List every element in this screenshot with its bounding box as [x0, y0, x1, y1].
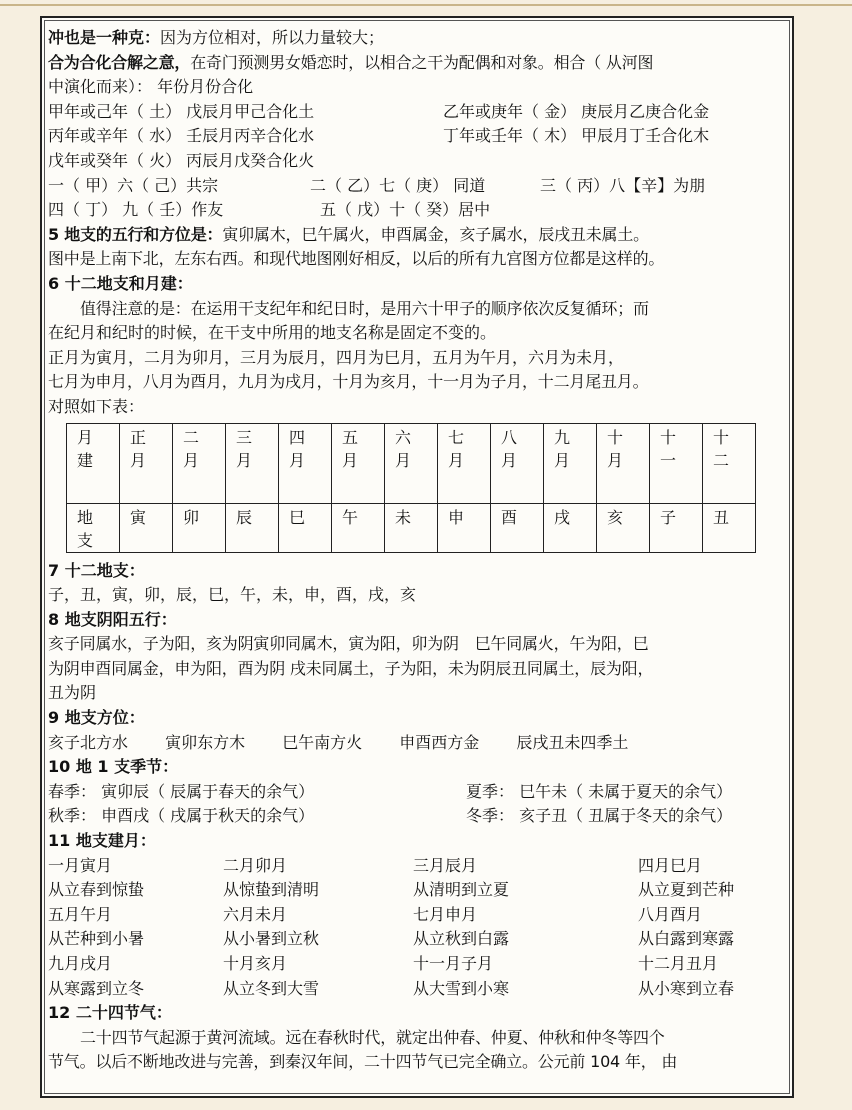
section-11-heading: 11 地支建月：	[48, 831, 156, 851]
month-row-2: 五月午月 六月未月 七月申月 八月酉月	[48, 904, 703, 924]
table-cell: 八 月	[491, 423, 544, 503]
table-cell: 地 支	[67, 503, 120, 552]
section-6-months-2: 七月为申月，八月为酉月，九月为戌月，十月为亥月，十一月为子月，十二月尾丑月。	[48, 372, 649, 392]
term-row-3: 从寒露到立冬 从立冬到大雪 从大雪到小寒 从小寒到立春	[48, 978, 735, 998]
pairs-row-1: 一（ 甲）六（ 己）共宗 二（ 乙）七（ 庚） 同道 三（ 丙）八【辛】为朋	[48, 175, 706, 195]
section-7-list: 子，丑，寅，卯，辰，巳，午，未，申，酉，戌，亥	[48, 585, 417, 605]
table-cell: 二 月	[173, 423, 226, 503]
season-row-2: 秋季： 申酉戌（ 戌属于秋天的余气） 冬季： 亥子丑（ 丑属于冬天的余气）	[48, 806, 733, 826]
section-8-line-3: 丑为阴	[48, 683, 97, 703]
table-cell: 三 月	[226, 423, 279, 503]
section-9-heading: 9 地支方位：	[48, 708, 145, 728]
term-row-1: 从立春到惊蛰 从惊蛰到清明 从清明到立夏 从立夏到芒种	[48, 880, 735, 900]
month-row-3: 九月戌月 十月亥月 十一月子月 十二月丑月	[48, 954, 719, 973]
table-cell: 未	[385, 503, 438, 552]
table-cell: 月 建	[67, 423, 120, 503]
section-6-months-1: 正月为寅月，二月为卯月，三月为辰月，四月为巳月，五月为午月，六月为未月，	[48, 347, 625, 367]
month-branch-table	[66, 423, 756, 553]
line-he: 合为合化合解之意，在奇门预测男女婚恋时，以相合之干为配偶和对象。相合（ 从河图	[48, 52, 654, 72]
line-hetu: 中演化而来）： 年份月份合化	[48, 77, 254, 97]
section-7-heading: 7 十二地支：	[48, 560, 145, 580]
table-cell: 十 月	[597, 423, 650, 503]
section-8-line-1: 亥子同属水，子为阳，亥为阴寅卯同属木，寅为阳，卯为阴 巳午同属火，午为阳，巳	[48, 634, 649, 654]
section-6-heading: 6 十二地支和月建：	[48, 273, 193, 293]
combo-row-1: 甲年或己年（ 土） 戊辰月甲己合化土 乙年或庚年（ 金） 庚辰月乙庚合化金	[48, 101, 710, 121]
table-cell: 亥	[597, 503, 650, 552]
table-cell: 十 二	[703, 423, 756, 503]
section-6-para-1: 值得注意的是：在运用干支纪年和纪日时，是用六十甲子的顺序依次反复循环；而	[80, 298, 649, 318]
section-8-line-2: 为阴申酉同属金，申为阳，酉为阴 戌未同属土，子为阳，未为阴辰丑同属土，辰为阳，	[48, 658, 654, 678]
combo-row-2: 丙年或辛年（ 水） 壬辰月丙辛合化水 丁年或壬年（ 木） 甲辰月丁壬合化木	[48, 126, 710, 146]
table-cell: 申	[438, 503, 491, 552]
table-cell: 寅	[120, 503, 173, 552]
table-cell: 卯	[173, 503, 226, 552]
table-cell: 四 月	[279, 423, 332, 503]
table-cell: 酉	[491, 503, 544, 552]
section-12-para-2: 节气。以后不断地改进与完善，到秦汉年间，二十四节气已完全确立。公元前 104 年， 由	[48, 1052, 678, 1072]
table-cell: 十 一	[650, 423, 703, 503]
table-cell: 辰	[226, 503, 279, 552]
table-cell: 午	[332, 503, 385, 552]
section-5-note: 图中是上南下北，左东右西。和现代地图刚好相反，以后的所有九宫图方位都是这样的。	[48, 249, 665, 269]
top-rule	[0, 4, 852, 6]
combo-row-3: 戊年或癸年（ 火） 丙辰月戊癸合化火	[48, 150, 315, 170]
document-body	[48, 26, 788, 1075]
month-row-1: 一月寅月 二月卯月 三月辰月 四月巳月	[48, 855, 703, 875]
section-6-table-intro: 对照如下表：	[48, 396, 145, 416]
table-row-branches	[67, 503, 756, 552]
section-12-para-1: 二十四节气起源于黄河流域。远在春秋时代，就定出仲春、仲夏、仲秋和仲冬等四个	[80, 1027, 665, 1047]
season-row-1: 春季： 寅卯辰（ 辰属于春天的余气） 夏季： 巳午未（ 未属于夏天的余气）	[48, 781, 733, 801]
table-cell: 丑	[703, 503, 756, 552]
section-9-list: 亥子北方水 寅卯东方木 巳午南方火 申酉西方金 辰戌丑未四季土	[48, 732, 629, 752]
table-cell: 九 月	[544, 423, 597, 503]
section-10-heading: 10 地 1 支季节：	[48, 757, 179, 777]
line-chong: 冲也是一种克：因为方位相对，所以力量较大；	[48, 28, 385, 47]
pairs-row-2: 四（ 丁） 九（ 壬）作友 五（ 戊）十（ 癸）居中	[48, 200, 491, 220]
table-row-months	[67, 423, 756, 503]
section-12-heading: 12 二十四节气：	[48, 1003, 172, 1023]
table-cell: 五 月	[332, 423, 385, 503]
table-cell: 正 月	[120, 423, 173, 503]
section-8-heading: 8 地支阴阳五行：	[48, 609, 177, 629]
section-6-para-2: 在纪月和纪时的时候，在干支中所用的地支名称是固定不变的。	[48, 323, 497, 343]
table-cell: 七 月	[438, 423, 491, 503]
table-cell: 巳	[279, 503, 332, 552]
table-cell: 六 月	[385, 423, 438, 503]
table-cell: 戌	[544, 503, 597, 552]
table-cell: 子	[650, 503, 703, 552]
section-5: 5 地支的五行和方位是：寅卯属木，巳午属火，申酉属金，亥子属水，辰戌丑未属土。	[48, 224, 649, 244]
term-row-2: 从芒种到小暑 从小暑到立秋 从立秋到白露 从白露到寒露	[48, 929, 735, 949]
